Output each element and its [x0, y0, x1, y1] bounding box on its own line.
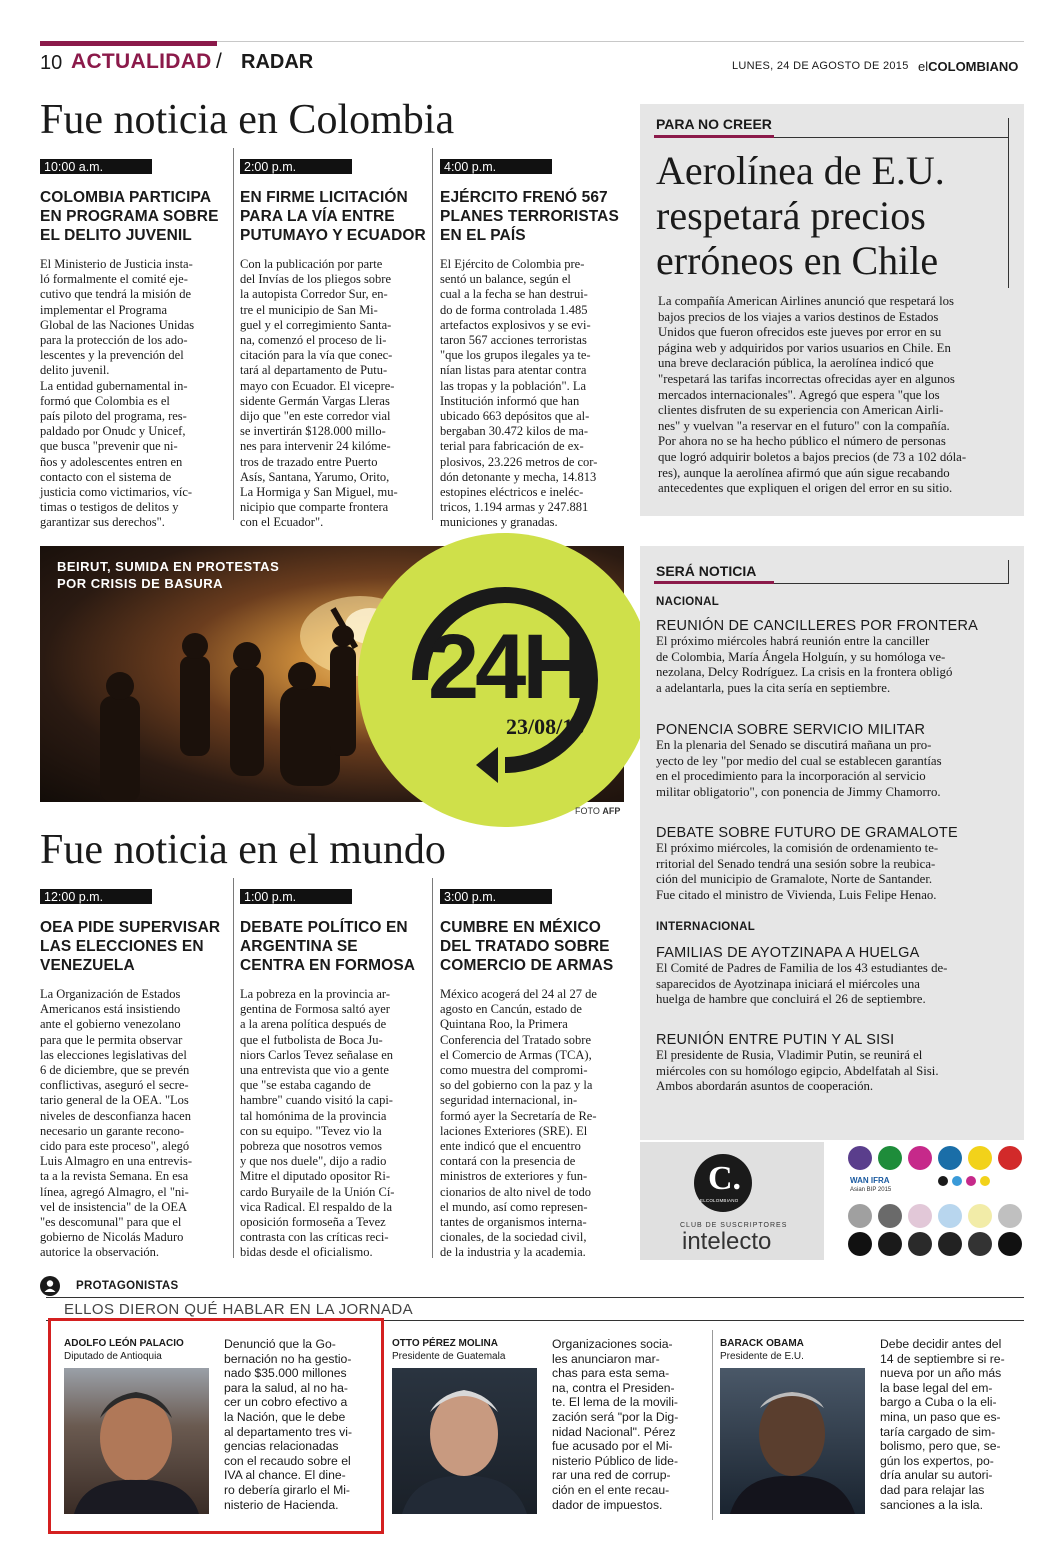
news-item-body: El presidente de Rusia, Vladimir Putin, se reunirá el miércoles con su homólogo egipcio, Abdelfatah al Sisi. Ambos abordarán asuntos de cooperación. [656, 1048, 939, 1094]
club-line: CLUB DE SUSCRIPTORES [680, 1222, 788, 1229]
article-headline: EJÉRCITO FRENÓ 567 PLANES TERRORISTAS EN EL PAÍS [440, 189, 619, 244]
swatch-icon [908, 1204, 932, 1228]
person-statement: Denunció que la Go- bernación no ha gestio- nado $35.000 millones para la salud, al no ha- cer un cobro efectivo a la Nación, que le debe al departamento tres vi- gencias relacionadas con el recaudo sobre el IVA al chance. El dine- ro debería girarlo el Mi- nisterio de Hacienda. [224, 1337, 353, 1512]
publication-date: LUNES, 24 DE AGOSTO DE 2015 [732, 60, 909, 72]
swatch-icon [938, 1176, 948, 1186]
column-divider [233, 878, 234, 1258]
news-item [656, 945, 1016, 1008]
box-side-rule [1008, 118, 1009, 288]
swatch-icon [966, 1176, 976, 1186]
swatch-icon [938, 1204, 962, 1228]
credit-prefix: FOTO [575, 806, 600, 816]
club-name: intelecto [682, 1228, 772, 1255]
person-icon [40, 1276, 60, 1296]
badge-24h-text: 24H [428, 616, 585, 718]
category-label: INTERNACIONAL [656, 921, 756, 933]
news-item-headline: REUNIÓN ENTRE PUTIN Y AL SISI [656, 1032, 895, 1048]
box-label: SERÁ NOTICIA [656, 563, 757, 579]
swatch-icon [848, 1146, 872, 1170]
box-label: PARA NO CREER [656, 116, 772, 132]
swatch-icon [968, 1232, 992, 1256]
brand-prefix: el [918, 59, 929, 74]
time-tag: 4:00 p.m. [440, 159, 552, 174]
swatch-icon [998, 1204, 1022, 1228]
sera-noticia-box [640, 546, 1024, 1140]
news-item-body: El Comité de Padres de Familia de los 43 estudiantes de- saparecidos de Ayotzinapa iniciará el miércoles una huelga de hambre que concluirá el 26 de septiembre. [656, 961, 948, 1007]
news-item-headline: PONENCIA SOBRE SERVICIO MILITAR [656, 722, 926, 738]
article-body: México acogerá del 24 al 27 de agosto en Cancún, estado de Quintana Roo, la Primera Conferencia del Tratado sobre el Comercio de Armas (TCA), como muestra del compromi- so del gobierno con la paz y la seguridad internacional, in- formó ayer la Secretaría de Re- laciones Exteriores (SRE). El ente indicó que el encuentro contará con la presencia de ministros de exteriores y fun- cionarios de alto nivel de todo el mundo, así como represen- tantes de organismos interna- cionales, de la sociedad civil, de la industria y la academia. [440, 987, 597, 1260]
news-item-headline: DEBATE SOBRE FUTURO DE GRAMALOTE [656, 825, 958, 841]
person-name: OTTO PÉREZ MOLINA [392, 1338, 498, 1349]
club-intelecto-ad[interactable] [640, 1142, 824, 1260]
protagonistas-rule [46, 1297, 1024, 1298]
page-number: 10 [40, 52, 63, 74]
badge-24h [358, 533, 652, 827]
person-role: Presidente de E.U. [720, 1351, 804, 1362]
credit-name: AFP [602, 806, 621, 816]
protagonistas-label: PROTAGONISTAS [76, 1280, 179, 1292]
box-side-rule [1008, 560, 1009, 584]
swatch-icon [952, 1176, 962, 1186]
swatch-icon [998, 1146, 1022, 1170]
time-tag: 10:00 a.m. [40, 159, 152, 174]
article-body: La pobreza en la provincia ar- gentina de Formosa saltó ayer a la arena política después de que el futbolista de Boca Ju- niors Carlos Tevez señalase en una entrevista que vio a gente que "se estaba cagando de hambre" cuando visitó la capi- tal homónima de la provincia con su equipo. "Tevez vio la pobreza que nosotros vemos y que nos duele", dijo a radio Mitre el diputado opositor Ri- cardo Buryaile de la Unión Cí- vica Radical. El respaldo de la oposición formoseña a Tevez contrasta con las críticas reci- bidas desde el oficialismo. [240, 987, 395, 1260]
colombia-column-2 [240, 158, 426, 531]
article-headline: OEA PIDE SUPERVISAR LAS ELECCIONES EN VENEZUELA [40, 919, 221, 974]
swatch-icon [848, 1232, 872, 1256]
aerolinea-headline: Aerolínea de E.U. respetará precios erróneos en Chile [656, 148, 945, 283]
column-divider [233, 148, 234, 520]
label-accent [654, 135, 774, 138]
time-tag: 2:00 p.m. [240, 159, 352, 174]
club-logo-small: ELCOLOMBIANO [700, 1198, 739, 1203]
swatch-icon [938, 1146, 962, 1170]
swatch-icon [878, 1232, 902, 1256]
person-statement: Debe decidir antes del 14 de septiembre si re- nueva por un año más la base legal del em- bargo a Cuba o la eli- mina, un paso que es- taría cargado de sim- bolismo, pero que, se- gún los expertos, po- dría anular su autori- dad para relajar las sanciones a la isla. [880, 1337, 1005, 1512]
newspaper-brand [918, 59, 1018, 74]
club-logo-letter: C. [708, 1160, 742, 1197]
swatch-icon [848, 1204, 872, 1228]
swatch-icon [908, 1232, 932, 1256]
swatch-icon [968, 1204, 992, 1228]
portrait-face-icon [720, 1368, 865, 1514]
news-item [656, 1032, 1016, 1095]
mundo-section-title: Fue noticia en el mundo [40, 827, 446, 873]
column-divider [432, 878, 433, 1258]
header-accent-bar [40, 41, 217, 46]
badge-date: 23/08/15 [506, 714, 585, 739]
person-portrait [720, 1368, 865, 1514]
swatch-icon [878, 1146, 902, 1170]
wan-ifra-sub: Asian BIP 2015 [850, 1187, 892, 1193]
portrait-face-icon [392, 1368, 537, 1514]
swatch-icon [878, 1204, 902, 1228]
club-logo-icon [694, 1154, 752, 1212]
news-item [656, 722, 1016, 800]
news-item-body: En la plenaria del Senado se discutirá mañana un pro- yecto de ley "por medio del cual se establecen garantías en el procedimiento para la incorporación al servicio militar obligatorio", con ponencia de Jimmy Chamorro. [656, 738, 942, 799]
colombia-column-1 [40, 158, 226, 531]
portrait-face-icon [64, 1368, 209, 1514]
protagonistas-subtitle: ELLOS DIERON QUÉ HABLAR EN LA JORNADA [64, 1301, 414, 1318]
news-item [656, 618, 1016, 696]
article-body: La Organización de Estados Americanos está insistiendo ante el gobierno venezolano para que le permita observar las elecciones legislativas del 6 de diciembre, que se prevén conflictivas, aseguró el secre- tario general de la OEA. "Los niveles de desconfianza hacen necesario un garante recono- cido para este proceso", alegó Luis Almagro en una entrevis- ta a la revista Semana. En esa línea, agregó Almagro, el "ni- vel de insistencia" de la OEA "es descomunal" para que el gobierno de Nicolás Maduro autorice la observación. [40, 987, 193, 1260]
column-divider [712, 1330, 713, 1520]
article-headline: DEBATE POLÍTICO EN ARGENTINA SE CENTRA EN FORMOSA [240, 919, 416, 974]
person-name: BARACK OBAMA [720, 1338, 804, 1349]
wan-ifra-logo: WAN IFRA [850, 1176, 890, 1185]
label-accent [654, 581, 774, 584]
article-body: El Ejército de Colombia pre- sentó un balance, según el cual a la fecha se han destrui- do de forma controlada 1.485 artefactos explosivos y se evi- taron 567 acciones terroristas "que los grupos ilegales ya te- nían listas para atentar contra las tropas y la población". La Institución informó que han ubicado 663 depósitos que al- bergaban 30.472 kilos de ma- terial para fabricación de ex- plosivos, 23.226 metros de cor- dón detonante y mecha, 14.813 estopines eléctricos e ineléc- tricos, 1.194 armas y 247.881 municiones y granadas. [440, 257, 598, 530]
article-headline: CUMBRE EN MÉXICO DEL TRATADO SOBRE COMERCIO DE ARMAS [440, 919, 614, 974]
person-name: ADOLFO LEÓN PALACIO [64, 1338, 184, 1349]
para-no-creer-box [640, 104, 1024, 516]
mundo-column-2 [240, 888, 426, 1261]
photo-caption: BEIRUT, SUMIDA EN PROTESTAS POR CRISIS DE BASURA [57, 559, 280, 591]
brand-name: COLOMBIANO [928, 59, 1019, 74]
swatch-icon [998, 1232, 1022, 1256]
news-item-headline: FAMILIAS DE AYOTZINAPA A HUELGA [656, 945, 920, 961]
section-separator: / [216, 50, 222, 73]
color-register-chart [842, 1142, 1024, 1260]
article-body: Con la publicación por parte del Invías de los pliegos sobre la autopista Corredor Sur, en- tre el municipio de San Mi- guel y el corregimiento Santa- na, comenzó el proceso de li- citación para la vía que conec- tará al departamento de Putu- mayo con Ecuador. El vicepre- sidente Germán Vargas Lleras dijo que "en este corredor vial se invertirán $128.000 millo- nes para intervenir 24 kilóme- tros de trazado entre Puerto Asís, Santana, Yarumo, Orito, La Hormiga y San Miguel, mu- nicipio que comparte frontera con el Ecuador". [240, 257, 398, 530]
article-headline: COLOMBIA PARTICIPA EN PROGRAMA SOBRE EL DELITO JUVENIL [40, 189, 219, 244]
news-item-body: El próximo miércoles, la comisión de ordenamiento te- rritorial del Senado tendrá una sesión sobre la reubica- ción del municipio de Gramalote, Norte de Santander. Fue citado el ministro de Vivienda, Luis Felipe Henao. [656, 841, 939, 902]
news-item-headline: REUNIÓN DE CANCILLERES POR FRONTERA [656, 618, 979, 634]
swatch-icon [980, 1176, 990, 1186]
person-role: Diputado de Antioquia [64, 1351, 162, 1362]
aerolinea-body: La compañía American Airlines anunció que respetará los bajos precios de los viajes a varios destinos de Estados Unidos que fueron ofrecidos este jueves por error en su página web y adquiridos por varios usuarios en Chile. En una breve declaración pública, la aerolínea indicó que "respetará las tarifas incorrectas ofrecidas ayer en algunos mercados internacionales". Agregó que espera "que los clientes disfruten de su experiencia con American Airli- nes" y vuelvan "a reservar en el futuro" con la compañía. Por ahora no se ha hecho público el número de personas que logró adquirir boletos a bajos precios (de 73 a 102 dóla- res), aunque la aerolínea afirmó que aún sigue recabando antecedentes que expliquen el origen del error en su sitio. [658, 294, 967, 496]
person-glyph-icon [40, 1276, 60, 1296]
subsection-name: RADAR [241, 51, 314, 73]
article-body: El Ministerio de Justicia insta- ló formalmente el comité eje- cutivo que tendrá la misión de implementar el Programa Global de las Naciones Unidas para la protección de los ado- lescentes y la prevención del delito juvenil. La entidad gubernamental in- formó que Colombia es el país piloto del programa, res- paldado por Onudc y Unicef, que busca "prevenir que ni- ños y adolescentes entren en contacto con el sistema de justicia como victimarios, víc- timas o testigos de delitos y garantizar sus derechos". [40, 257, 195, 530]
photo-credit [575, 806, 620, 816]
time-tag: 1:00 p.m. [240, 889, 352, 904]
person-statement: Organizaciones socia- les anunciaron mar- chas para esta sema- na, contra el Presiden- te. El lema de la movili- zación será "por la Dig- nidad Nacional". Pérez fue acusado por el Mi- nisterio Público de lide- rar una red de corrup- ción en el ente recau- dador de impuestos. [552, 1337, 679, 1512]
column-divider [432, 148, 433, 520]
time-tag: 12:00 p.m. [40, 889, 152, 904]
mundo-column-1 [40, 888, 226, 1261]
person-portrait [64, 1368, 209, 1514]
news-item [656, 825, 1016, 903]
category-label: NACIONAL [656, 596, 720, 608]
person-portrait [392, 1368, 537, 1514]
swatch-icon [938, 1232, 962, 1256]
news-item-body: El próximo miércoles habrá reunión entre la canciller de Colombia, María Ángela Holguín, y su homóloga ve- nezolana, Delcy Rodríguez. La crisis en la frontera obligó a adelantarla, pues la cita sería en septiembre. [656, 634, 953, 695]
section-name: ACTUALIDAD [71, 50, 212, 73]
time-tag: 3:00 p.m. [440, 889, 552, 904]
swatch-icon [968, 1146, 992, 1170]
colombia-column-3 [440, 158, 626, 531]
swatch-icon [908, 1146, 932, 1170]
person-role: Presidente de Guatemala [392, 1351, 506, 1362]
article-headline: EN FIRME LICITACIÓN PARA LA VÍA ENTRE PUTUMAYO Y ECUADOR [240, 189, 426, 244]
colombia-section-title: Fue noticia en Colombia [40, 97, 455, 143]
mundo-column-3 [440, 888, 626, 1261]
